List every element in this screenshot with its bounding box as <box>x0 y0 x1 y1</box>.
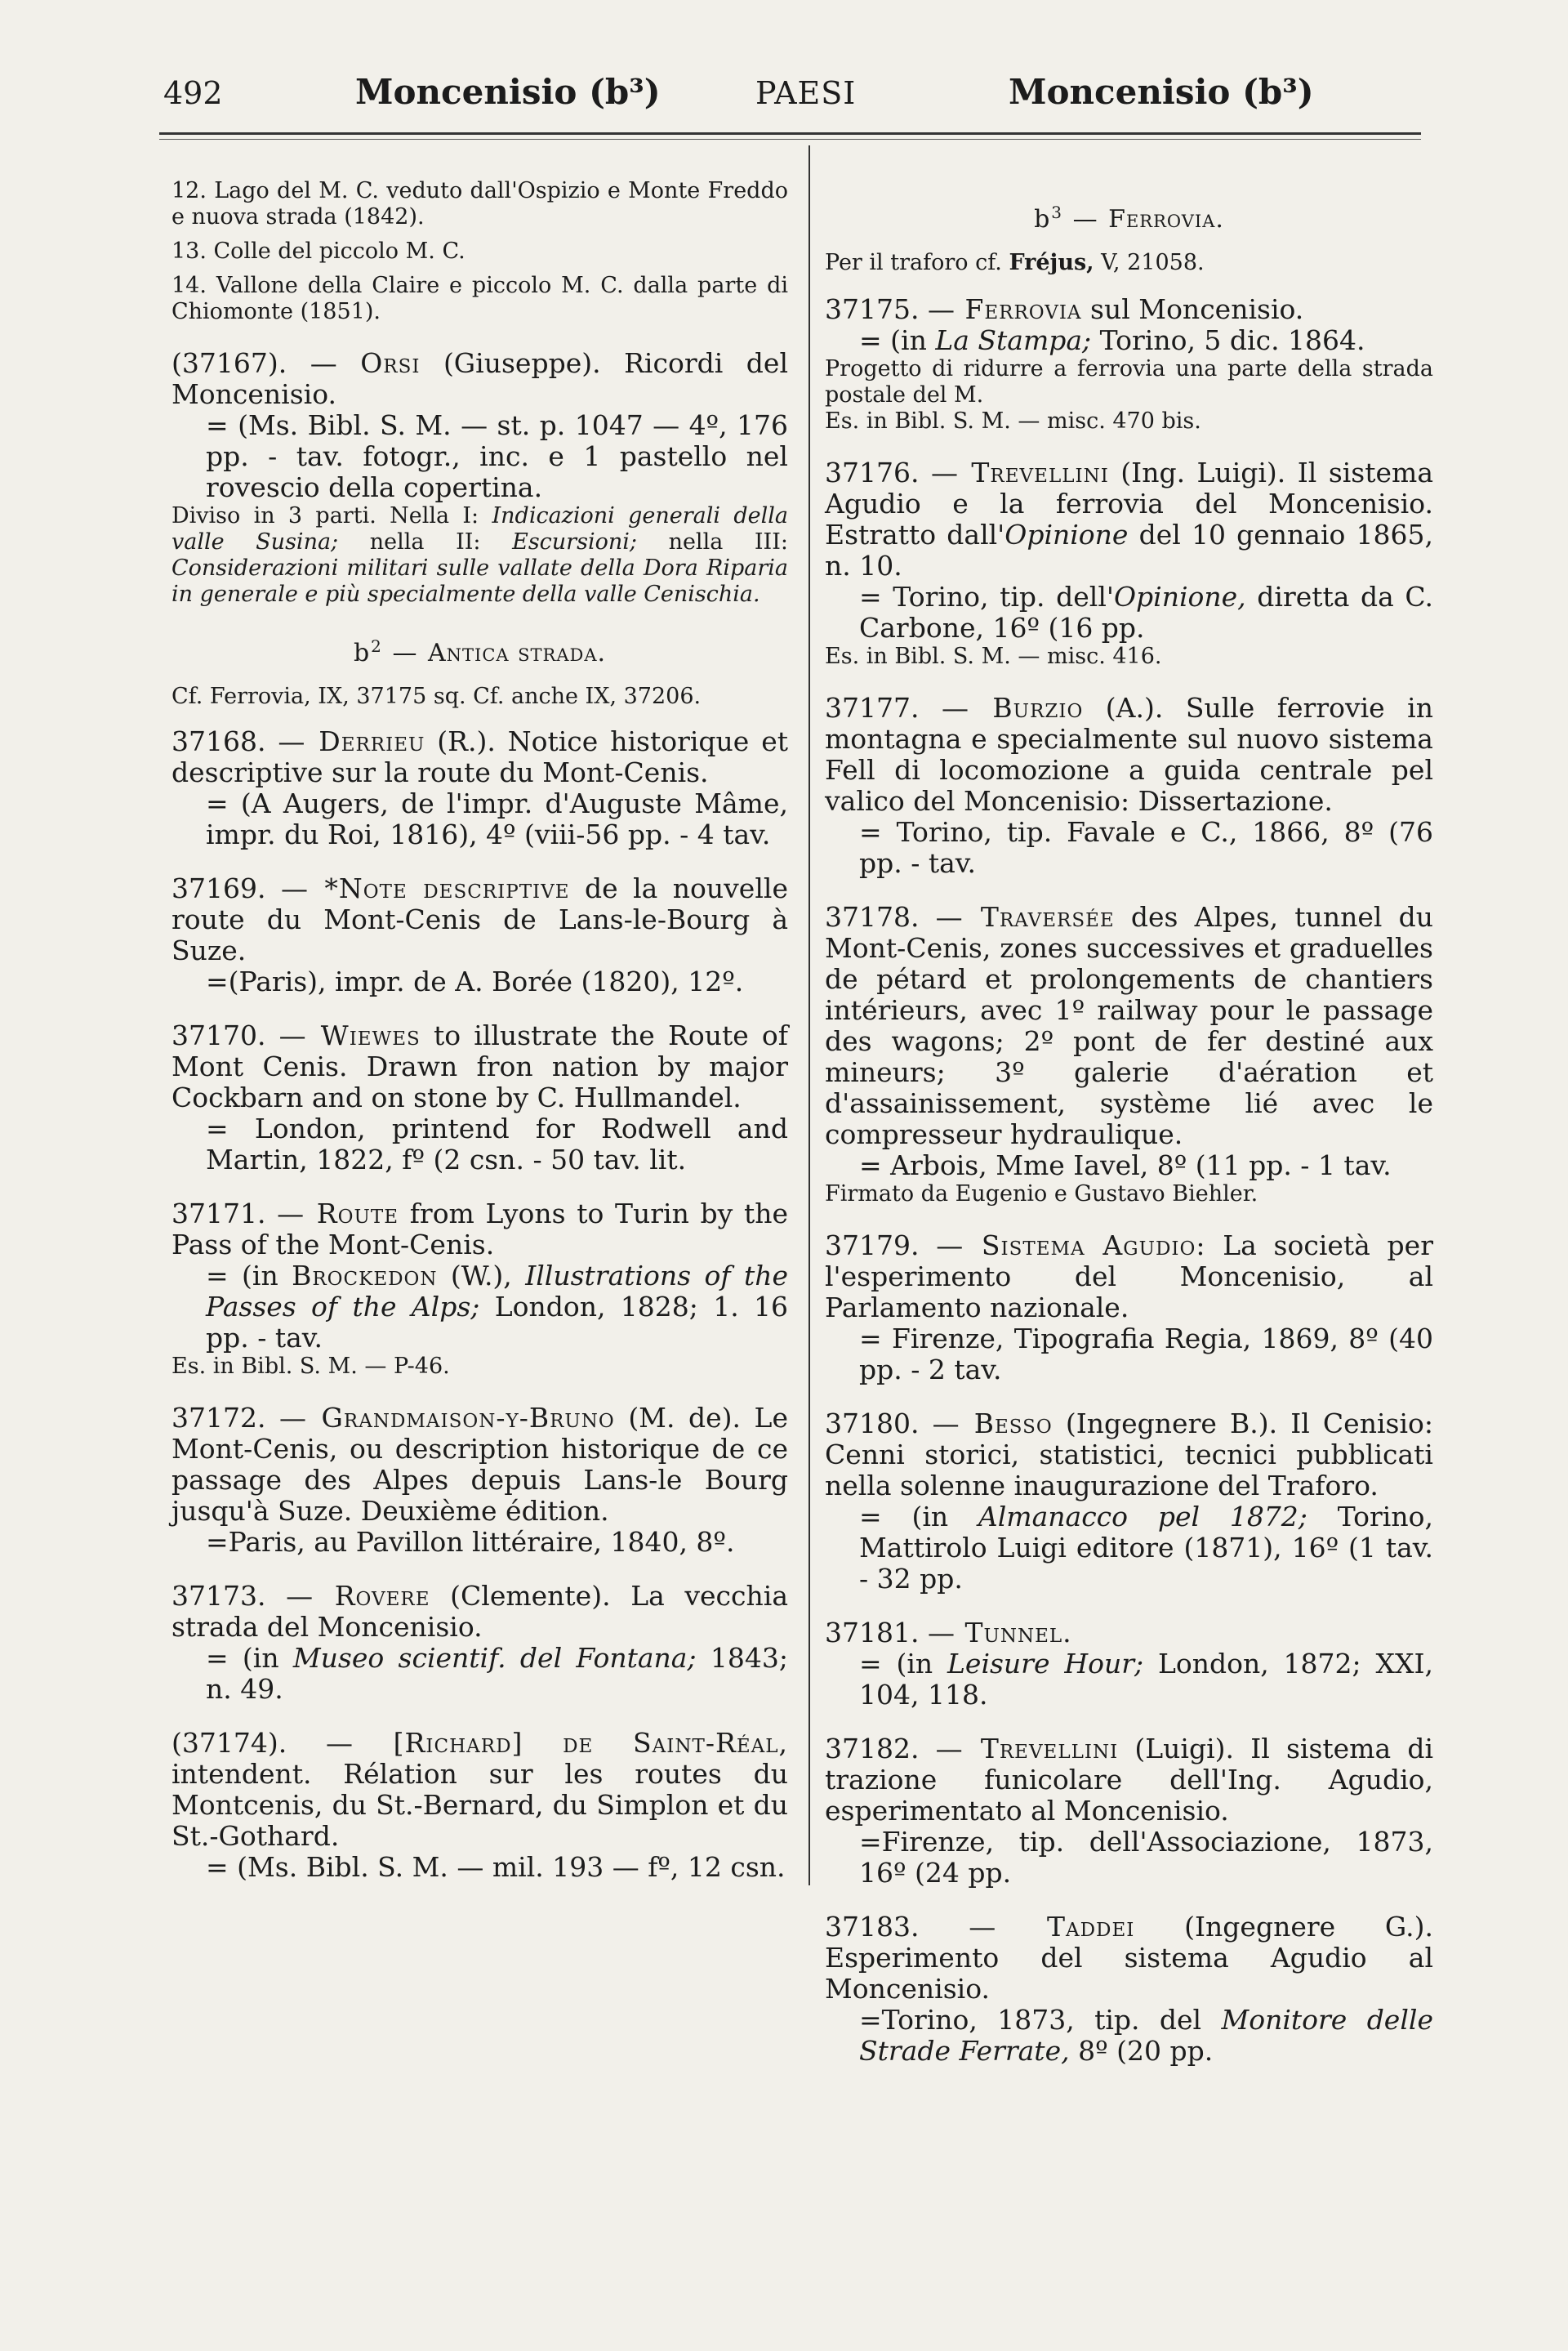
entry-imprint: = (in Leisure Hour; London, 1872; XXI, 104, 118. <box>859 1648 1433 1711</box>
entry-37179 <box>825 1230 1433 1385</box>
entry-37170 <box>172 1020 788 1176</box>
entry-imprint: = (A Augers, de l'impr. d'Auguste Mâme, impr. du Roi, 1816), 4º (viii-56 pp. - 4 tav. <box>206 787 788 850</box>
cross-reference: Cf. Ferrovia, IX, 37175 sq. Cf. anche IX, 37206. <box>172 684 702 709</box>
entry-number: 37173. <box>172 1580 266 1612</box>
entry-author: — Rovere <box>286 1580 430 1612</box>
right-column <box>825 178 1433 2090</box>
entry-number: 37181. <box>825 1617 920 1648</box>
entry-37178 <box>825 902 1433 1207</box>
entry-imprint: = (in La Stampa; Torino, 5 dic. 1864. <box>859 324 1365 356</box>
entry-number: 37171. <box>172 1198 266 1229</box>
entry-title: to illustrate the Route of Mont Cenis. Drawn fron nation by major Cockbarn and on stone by C. Hullmandel. <box>172 1019 788 1113</box>
header-rule-thin <box>159 139 1421 140</box>
entry-number: 37172. <box>172 1402 266 1434</box>
entry-title: de la nouvelle route du Mont-Cenis de Lans-le-Bourg à Suze. <box>172 872 788 966</box>
column-divider <box>808 145 810 1885</box>
entry-imprint: = (Ms. Bibl. S. M. — mil. 193 — fº, 12 csn. <box>206 1851 786 1883</box>
plate-item: 13. Colle del piccolo M. C. <box>172 239 466 264</box>
entry-title: (A.). Sulle ferrovie in montagna e specialmente sul nuovo sistema Fell di locomozione a guida centrale pel valico del Moncenisio: Dissertazione. <box>825 692 1433 817</box>
entry-number: 37178. <box>825 901 920 933</box>
header-center-title: PAESI <box>755 75 857 111</box>
entry-37167: (37167). — Orsi (Giuseppe). Ricordi del Moncenisio. = (Ms. Bibl. S. M. — st. p. 1047 — 4º, 176 pp. - tav. fotogr., inc. e 1 pastello nel rovescio della copertina. Diviso in 3 parti. Nella I: Indicazioni generali della valle Susina; nella II: Escursioni; nella III: Considerazioni militari sulle vallate della Dora Riparia in generale e più specialmente della valle Cenischia. <box>172 347 788 607</box>
entry-imprint: = Torino, tip. dell'Opinione, diretta da C. Carbone, 16º (16 pp. <box>859 581 1434 644</box>
entry-note: Diviso in 3 parti. Nella I: Indicazioni generali della valle Susina; nella II: Escursioni; nella III: Considerazioni militari sulle vallate della Dora Riparia in generale e più specialmente della valle Cenischia. <box>172 503 788 607</box>
entry-title: des Alpes, tunnel du Mont-Cenis, zones successives et graduelles de pétard et prolongements de chantiers intérieurs, avec 1º railway pour le passage des wagons; 2º pont de fer destiné aux mineurs; 3º galerie d'aération et d'assainissement, système lié avec le compresseur hydraulique. <box>825 901 1433 1150</box>
entry-number: (37174). <box>172 1727 287 1759</box>
entry-author: — Ferrovia <box>927 293 1082 325</box>
left-column <box>172 178 788 1906</box>
entry-imprint: = (in Museo scientif. del Fontana; 1843; n. 49. <box>206 1642 788 1705</box>
entry-37169 <box>172 873 788 997</box>
entry-note: Es. in Bibl. S. M. — misc. 416. <box>825 644 1162 669</box>
entry-author: — Burzio <box>941 692 1084 724</box>
cross-reference: Per il traforo cf. Fréjus, V, 21058. <box>825 250 1205 275</box>
entry-imprint: =(Paris), impr. de A. Borée (1820), 12º. <box>206 966 744 997</box>
entry-37182 <box>825 1733 1433 1889</box>
entry-37175 <box>825 294 1433 435</box>
entry-imprint: = London, printend for Rodwell and Martin, 1822, fº (2 csn. - 50 tav. lit. <box>206 1113 788 1176</box>
entry-title: intendent. Rélation sur les routes du Montcenis, du St.-Bernard, du Simplon et du St.-Gothard. <box>172 1758 788 1852</box>
header-rule <box>159 132 1421 135</box>
entry-37176: 37176. — Trevellini (Ing. Luigi). Il sistema Agudio e la ferrovia del Moncenisio. Estratto dall'Opinione del 10 gennaio 1865, n. 10. = Torino, tip. dell'Opinione, diretta da C. Carbone, 16º (16 pp. Es. in Bibl. S. M. — misc. 416. <box>825 457 1434 669</box>
entry-title: (Ingegnere B.). Il Cenisio: Cenni storici, statistici, tecnici pubblicati nella solenne inaugurazione del Traforo. <box>825 1407 1433 1501</box>
entry-37171 <box>172 1198 788 1380</box>
entry-number: 37170. <box>172 1019 266 1051</box>
entry-number: 37182. <box>825 1733 920 1764</box>
entry-imprint: = Torino, tip. Favale e C., 1866, 8º (76 pp. - tav. <box>859 816 1433 879</box>
entry-title: sul Moncenisio. <box>1090 293 1304 325</box>
section-heading-b3: $b^3$ — Ferrovia. <box>1034 203 1224 234</box>
entry-author: — Trevellini <box>935 1733 1119 1764</box>
entry-title: (Luigi). Il sistema di trazione funicolare dell'Ing. Agudio, esperimentato al Moncenisio. <box>825 1733 1434 1827</box>
entry-author: — Grandmaison-y-Bruno <box>279 1402 615 1434</box>
header-right-title: Moncenisio (b³) <box>1009 72 1314 112</box>
entry-imprint: = (Ms. Bibl. S. M. — st. p. 1047 — 4º, 176 pp. - tav. fotogr., inc. e 1 pastello nel rovescio della copertina. <box>206 409 788 503</box>
entry-author: — Sistema Agudio: <box>936 1229 1206 1261</box>
entry-imprint: = Arbois, Mme Iavel, 8º (11 pp. - 1 tav. <box>859 1149 1392 1181</box>
entry-author: — Taddei <box>969 1911 1135 1943</box>
entry-author: — Trevellini <box>930 457 1109 488</box>
entry-author: — *Note descriptive <box>280 872 570 904</box>
entry-title: La società per l'esperimento del Moncenisio, al Parlamento nazionale. <box>825 1229 1433 1323</box>
entry-author: — Wiewes <box>278 1019 421 1051</box>
entry-title: (Ingegnere G.). Esperimento del sistema Agudio al Moncenisio. <box>825 1911 1433 2005</box>
entry-title: from Lyons to Turin by the Pass of the Mont-Cenis. <box>172 1198 788 1260</box>
section-heading-b2: $b^2$ — Antica strada. <box>353 636 607 667</box>
entry-author: — [Richard] de Saint-Réal, <box>325 1727 788 1759</box>
entry-imprint: = (in Almanacco pel 1872; Torino, Mattirolo Luigi editore (1871), 16º (1 tav. - 32 pp. <box>859 1501 1433 1595</box>
entry-author: — Besso <box>932 1407 1053 1439</box>
entry-number: 37168. <box>172 725 266 757</box>
entry-imprint: = Firenze, Tipografia Regia, 1869, 8º (40 pp. - 2 tav. <box>859 1323 1433 1385</box>
header-left-title: Moncenisio (b³) <box>355 72 661 112</box>
entry-number: 37177. <box>825 692 920 724</box>
entry-37174 <box>172 1728 788 1883</box>
entry-number: 37175. <box>825 293 920 325</box>
entry-note: Es. in Bibl. S. M. — misc. 470 bis. <box>825 408 1201 434</box>
entry-author: — Route <box>277 1198 399 1229</box>
entry-37168 <box>172 726 788 850</box>
entry-number: 37180. <box>825 1407 920 1439</box>
entry-title: (M. de). Le Mont-Cenis, ou description historique de ce passage des Alpes depuis Lans-le Bourg jusqu'à Suze. Deuxième édition. <box>172 1402 788 1527</box>
entry-title: (Giuseppe). Ricordi del Moncenisio. <box>172 347 788 410</box>
entry-title: (R.). Notice historique et descriptive sur la route du Mont-Cenis. <box>172 725 788 788</box>
entry-37181 <box>825 1617 1433 1711</box>
entry-imprint: =Paris, au Pavillon littéraire, 1840, 8º. <box>206 1526 735 1558</box>
entry-37180 <box>825 1408 1433 1595</box>
running-header <box>163 72 1437 132</box>
entry-37173 <box>172 1581 788 1705</box>
entry-imprint: = (in Brockedon (W.), Illustrations of the Passes of the Alps; London, 1828; 1. 16 pp. - tav. <box>206 1260 788 1354</box>
entry-number: 37179. <box>825 1229 920 1261</box>
entry-37177 <box>825 693 1433 879</box>
entry-note: Firmato da Eugenio e Gustavo Biehler. <box>825 1181 1258 1207</box>
entry-author: — Tunnel. <box>927 1617 1072 1648</box>
entry-note: Progetto di ridurre a ferrovia una parte della strada postale del M. <box>825 356 1433 408</box>
entry-number: (37167). <box>172 347 287 379</box>
entry-imprint: =Firenze, tip. dell'Associazione, 1873, 16º (24 pp. <box>859 1826 1433 1889</box>
page-number: 492 <box>163 75 223 111</box>
entry-number: 37176. <box>825 457 920 488</box>
entry-note: Es. in Bibl. S. M. — P-46. <box>172 1354 450 1379</box>
plate-item: 12. Lago del M. C. veduto dall'Ospizio e Monte Freddo e nuova strada (1842). <box>172 178 788 230</box>
entry-title: (Clemente). La vecchia strada del Moncenisio. <box>172 1580 789 1643</box>
entry-author: Orsi <box>360 347 421 379</box>
entry-37172 <box>172 1403 788 1558</box>
entry-author: — Traversée <box>935 901 1115 933</box>
entry-37183 <box>825 1912 1433 2067</box>
entry-imprint: =Torino, 1873, tip. del Monitore delle Strade Ferrate, 8º (20 pp. <box>859 2004 1433 2067</box>
entry-author: — Derrieu <box>278 725 425 757</box>
plate-item: 14. Vallone della Claire e piccolo M. C. dalla parte di Chiomonte (1851). <box>172 273 788 324</box>
entry-number: 37183. <box>825 1911 920 1943</box>
entry-number: 37169. <box>172 872 266 904</box>
